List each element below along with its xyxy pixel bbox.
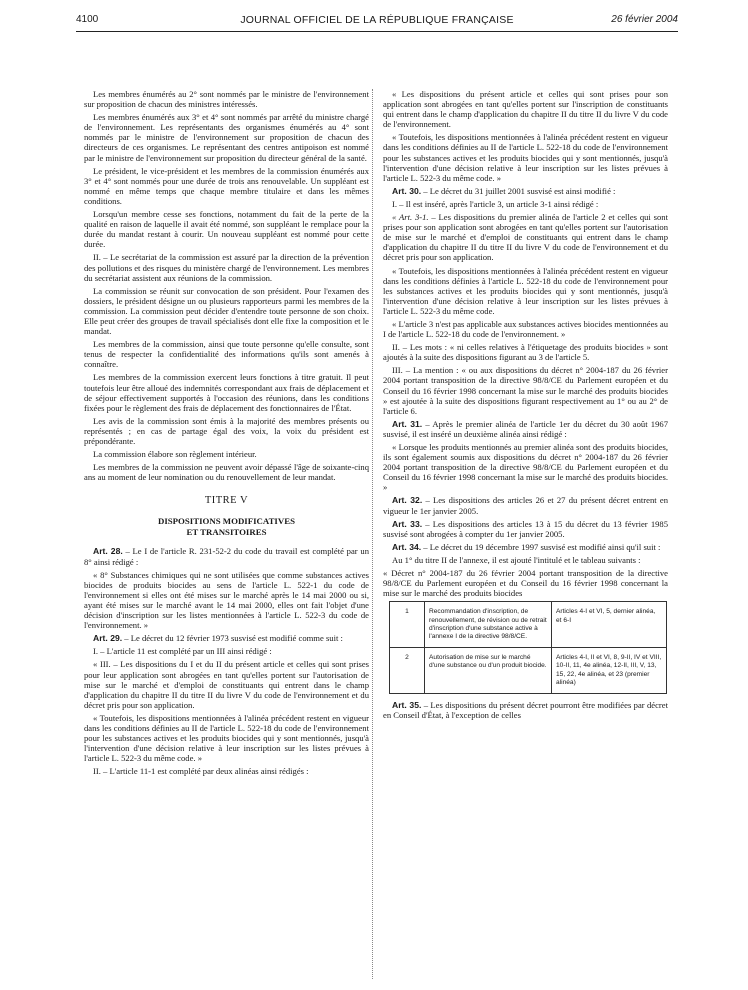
paragraph: Les membres de la commission, ainsi que toute personne qu'elle consulte, sont tenus de respecter la confidentialité des informations qu'ils sont amenés à connaître. — [84, 339, 369, 370]
table-cell: Articles 4-I et VI, 5, dernier alinéa, et 6-I — [552, 602, 667, 648]
article-label: Art. 32. — [392, 495, 423, 506]
article-label: Art. 35. — [392, 699, 422, 710]
article-label: Art. 29. — [93, 633, 123, 644]
header-rule — [76, 31, 678, 32]
paragraph: « Toutefois, les dispositions mentionnées à l'alinéa précédent restent en vigueur dans les conditions définies à l'article L. 522-18 du code de l'environnement pour les substances actives et les produits biocides qui y sont mentionnés, jusqu'à l'intervention d'une décision relative à leur inscription sur les listes prévues à l'article L. 522-3 du même code. — [383, 265, 668, 316]
paragraph: II. – Le secrétariat de la commission est assuré par la direction de la prévention des pollutions et des risques du ministère chargé de l'environnement. Les membres du secrétariat assistent aux réunions de la commission. — [84, 252, 369, 283]
article-34: Art. 34. – Le décret du 19 décembre 1997 susvisé est modifié ainsi qu'il suit : — [392, 541, 661, 552]
table-cell: 1 — [390, 602, 425, 648]
titre-heading: TITRE V — [204, 495, 249, 507]
paragraph: Le président, le vice-président et les membres de la commission énumérés aux 3° et 4° sont nommés pour une durée de trois ans renouvelable. Un suppléant est nommé en même temps que chaque membre titulaire et dans les mêmes conditions. — [84, 165, 369, 206]
paragraph: La commission élabore son règlement intérieur. — [93, 449, 257, 460]
table-cell: Recommandation d'inscription, de renouvellement, de révision ou de retrait d'inscription d'une substance active à l'annexe I de la directive 98/8/CE. — [425, 602, 552, 648]
article-label: Art. 30. — [392, 185, 422, 196]
article-35: Art. 35. – Les dispositions du présent décret pourront être modifiées par décret en Conseil d'État, à l'exception de celles — [383, 699, 668, 721]
article-29: Art. 29. – Le décret du 12 février 1973 susvisé est modifié comme suit : — [93, 633, 343, 644]
paragraph: Les avis de la commission sont émis à la majorité des membres présents ou représentés ; en cas de partage égal des voix, la voix du président est prépondérante. — [84, 415, 369, 446]
right-column — [383, 89, 668, 723]
paragraph: « Art. 3-1. – Les dispositions du premier alinéa de l'article 2 et celles qui sont prises pour son application sont abrogées en tant qu'elles portent sur l'autorisation de mise sur le marché et d'emploi de constituants qui entrent dans le champ d'application du chapitre II du titre II du livre V du code de l'environnement et du décret pris pour son application. — [383, 212, 668, 263]
page-number: 4100 — [76, 14, 99, 25]
paragraph: « L'article 3 n'est pas applicable aux substances actives biocides mentionnées au I de l'article L. 522-18 du code de l'environnement. » — [383, 318, 668, 340]
section-title-line-2: ET TRANSITOIRES — [186, 527, 267, 538]
journal-title: JOURNAL OFFICIEL DE LA RÉPUBLIQUE FRANÇAISE — [240, 14, 514, 26]
paragraph: Les membres énumérés au 2° sont nommés par le ministre de l'environnement sur proposition de chacun des ministres intéressés. — [84, 89, 369, 110]
paragraph: « III. – Les dispositions du I et du II du présent article et celles qui sont prises pour leur application sont abrogées en tant qu'elles portent sur l'autorisation de mise sur le marché et d'emploi de constituants qui entrent dans le champ d'application du chapitre II du titre II du livre V du code de l'environnement et du décret pris pour son application. — [84, 659, 369, 710]
page-header — [76, 14, 678, 30]
paragraph: « Toutefois, les dispositions mentionnées à l'alinéa précédent restent en vigueur dans les conditions définies au II de l'article L. 522-18 du code de l'environnement pour les substances actives et les produits biocides qui y sont mentionnés, jusqu'à l'intervention d'une décision relative à leur inscription sur les listes prévues à l'article L. 522-3 du même code. » — [383, 132, 668, 183]
table-row — [390, 648, 667, 694]
paragraph: I. – L'article 11 est complété par un III ainsi rédigé : — [93, 646, 272, 657]
paragraph: « Lorsque les produits mentionnés au premier alinéa sont des produits biocides, ils sont également soumis aux dispositions du décret n° 2004-187 du 26 février 2004 portant transposition de la directive 98/8/CE du Parlement européen et du Conseil du 16 février 1998 concernant la mise sur le marché des produits biocides. » — [383, 442, 668, 493]
paragraph: Les membres de la commission exercent leurs fonctions à titre gratuit. Il peut toutefois leur être alloué des indemnités correspondant aux frais de déplacement et de séjour effectivement supportés à l'occasion des réunions, dans les conditions fixées pour le règlement des frais de déplacement des fonctionnaires de l'État. — [84, 372, 369, 413]
article-label: Art. 33. — [392, 518, 423, 529]
section-title — [84, 516, 369, 538]
paragraph: « 8° Substances chimiques qui ne sont utilisées que comme substances actives biocides de produits biocides au sens de l'article L. 522-1 du code de l'environnement si elles ont été mises sur le marché après le 14 mai 2000 ou si, ayant été mises sur le marché avant le 14 mai 2000, elles ont fait l'objet d'une décision d'inscription sur les listes mentionnées à l'article L. 522-3 du code de l'environnement. » — [84, 569, 369, 631]
publication-date: 26 février 2004 — [611, 14, 678, 25]
paragraph: Lorsqu'un membre cesse ses fonctions, notamment du fait de la perte de la qualité en raison de laquelle il avait été nommé, son suppléant le remplace pour la durée du mandat restant à courir. Un nouveau suppléant est nommé pour cette durée. — [84, 209, 369, 250]
paragraph: « Décret n° 2004-187 du 26 février 2004 portant transposition de la directive 98/8/CE du Parlement européen et du Conseil du 16 février 1998 concernant la mise sur le marché des produits biocides — [383, 568, 668, 599]
paragraph: Au 1° du titre II de l'annexe, il est ajouté l'intitulé et le tableau suivants : — [392, 554, 641, 565]
paragraph: « Les dispositions du présent article et celles qui sont prises pour son application sont abrogées en tant qu'elles portent sur l'inscription de constituants qui entrent dans le champ d'application du chapitre II du titre II du livre V du code de l'environnement. — [383, 89, 668, 130]
left-column — [84, 89, 369, 779]
article-30: Art. 30. – Le décret du 31 juillet 2001 susvisé est ainsi modifié : — [392, 185, 616, 196]
paragraph: II. – L'article 11-1 est complété par deux alinéas ainsi rédigés : — [93, 766, 309, 777]
paragraph: III. – La mention : « ou aux dispositions du décret n° 2004-187 du 26 février 2004 portant transposition de la directive 98/8/CE du Parlement européen et du Conseil du 16 février 1998 concernant la mise sur le marché des produits biocides » est ajoutée à la suite des dispositions figurant respectivement au 1° ou au 2° de l'article 6. — [383, 365, 668, 416]
paragraph: I. – Il est inséré, après l'article 3, un article 3-1 ainsi rédigé : — [392, 198, 599, 209]
paragraph: Les membres de la commission ne peuvent avoir dépassé l'âge de soixante-cinq ans au moment de leur nomination ou du renouvellement de leur mandat. — [84, 462, 369, 483]
table-cell: Autorisation de mise sur le marché d'une substance ou d'un produit biocide. — [425, 648, 552, 694]
article-label: Art. 28. — [93, 546, 123, 557]
article-32: Art. 32. – Les dispositions des articles 26 et 27 du présent décret entrent en vigueur le 1er janvier 2005. — [383, 495, 668, 516]
paragraph: « Toutefois, les dispositions mentionnées à l'alinéa précédent restent en vigueur dans les conditions définies au II de l'article L. 522-18 du code de l'environnement pour les substances actives et les produits biocides qui y sont mentionnés, jusqu'à l'intervention d'une décision relative à leur inscription sur les listes prévues à l'article L. 522-3 du même code. » — [84, 712, 369, 764]
paragraph: La commission se réunit sur convocation de son président. Pour l'examen des dossiers, le président désigne un ou plusieurs rapporteurs parmi les membres de la commission. La commission peut décider d'entendre toute personne de son choix. Elle peut créer des groupes de travail spécialisés dont elle fixe la composition et le mandat. — [84, 285, 369, 337]
column-separator — [372, 89, 373, 979]
article-label: Art. 31. — [392, 418, 423, 429]
table-cell: Articles 4-I, II et VI, 8, 9-II, IV et VIII, 10-II, 11, 4e alinéa, 12-II, III, V, 13, 15, 22, 4e alinéa, et 23 (premier alinéa) — [552, 648, 667, 694]
paragraph: Les membres énumérés aux 3° et 4° sont nommés par arrêté du ministre chargé de l'environnement. Les représentants des organismes énumérés au 4° sont nommés par le ministre de l'environnement sur proposition de chacun des directeurs de ces organismes. Le représentant des centres antipoison est nommé par le ministre de l'environnement sur proposition du directeur général de la santé. — [84, 112, 369, 163]
section-title-line-1: DISPOSITIONS MODIFICATIVES — [158, 516, 295, 527]
article-31: Art. 31. – Après le premier alinéa de l'article 1er du décret du 30 août 1967 susvisé, il est inséré un deuxième alinéa ainsi rédigé : — [383, 418, 668, 439]
paragraph: II. – Les mots : « ni celles relatives à l'étiquetage des produits biocides » sont ajoutés à la suite des dispositions figurant au 3 de l'article 5. — [383, 342, 668, 363]
article-label: Art. 34. — [392, 541, 422, 552]
table-row — [390, 602, 667, 648]
measures-table — [389, 601, 667, 694]
article-33: Art. 33. – Les dispositions des articles 13 à 15 du décret du 13 février 1985 susvisé sont abrogées à compter du 1er janvier 2005. — [383, 518, 669, 539]
article-28: Art. 28. – Le I de l'article R. 231-52-2 du code du travail est complété par un 8° ainsi rédigé : — [84, 546, 369, 567]
table-cell: 2 — [390, 648, 425, 694]
